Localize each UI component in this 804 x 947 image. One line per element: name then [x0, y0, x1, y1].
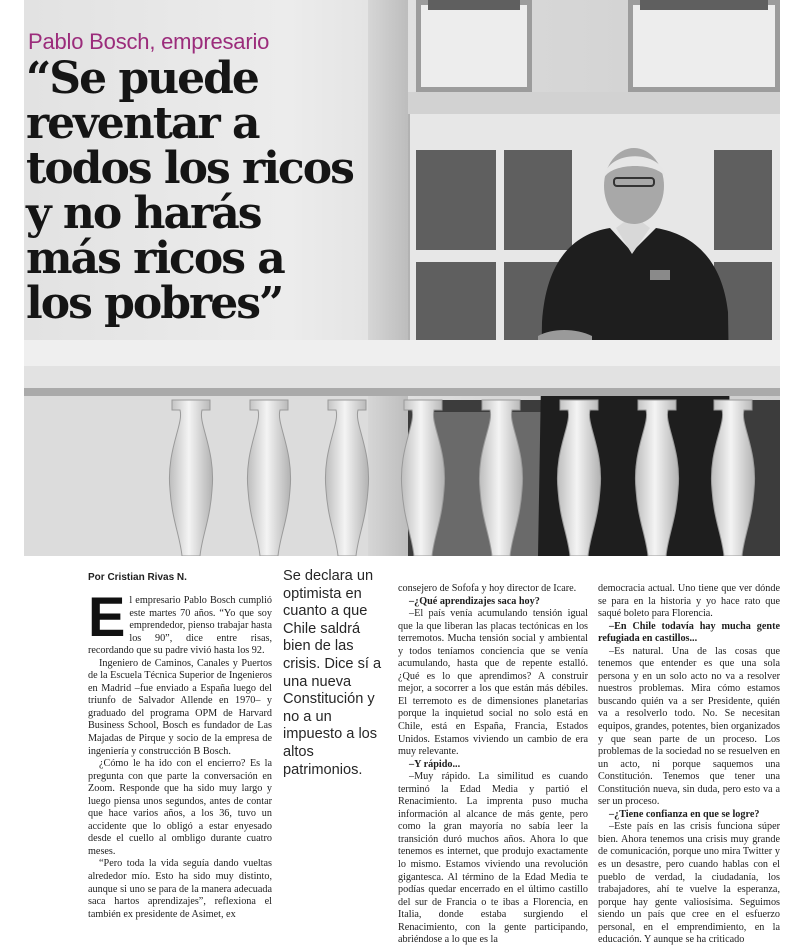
pull-quote-line: impuesto a los — [283, 726, 378, 743]
window-pane — [428, 0, 520, 10]
baluster — [401, 400, 444, 556]
interview-question: –Y rápido... — [409, 758, 461, 770]
baluster — [479, 400, 522, 556]
pull-quote-line: patrimonios. — [283, 761, 363, 778]
balustrade-base-shadow — [24, 388, 780, 396]
pull-quote-line: Constitución y — [283, 691, 375, 708]
paragraph: ¿Cómo le ha ido con el encierro? Es la pregunta con que parte la conversación en Zoom. Responde que ha sido muy largo y luego piensa unos segundos, antes de contar que hace varios años, a los 36, tuvo un accidente que lo obligó a estar enyesado desde el cuello al ombligo durante cuatro meses. — [88, 758, 272, 857]
door-pane — [416, 150, 496, 250]
headline-line: reventar a — [26, 98, 259, 149]
pull-quote-line: altos — [283, 743, 314, 760]
interview-answer: –Es natural. Una de las cosas que tenemos que entender es que una sola persona y en un solo acto no va a resolver nuestros problemas. Mira cómo estamos buscando quién va a ser Presidente, quién va a resolverlo todo. No. Se necesitan equipos, grandes, potentes, bien organizados y que sean parte de un proceso. Los problemas de la sociedad no se resuelven en un acto, ni porque saquemos una Constitución. Tenemos que tener una Constitución nueva, sin duda, pero esto va a ser un proceso. — [598, 645, 780, 808]
drop-cap: E — [88, 585, 126, 648]
window-ledge — [384, 92, 780, 114]
headline-line: más ricos a — [26, 233, 284, 284]
baluster — [635, 400, 678, 556]
door-pane — [416, 262, 496, 342]
window-pane — [640, 0, 768, 10]
headline-line: los pobres” — [26, 278, 283, 329]
logo-mark — [650, 270, 670, 280]
pull-quote-line: Se declara un — [283, 568, 374, 584]
text-column-3 — [398, 583, 588, 947]
baluster — [711, 400, 754, 556]
interview-question: –¿Tiene confianza en que se logre? — [609, 808, 760, 820]
pull-quote-line: Chile saldrá — [283, 620, 361, 637]
balusters — [24, 396, 780, 556]
lead-paragraph — [88, 585, 272, 658]
paragraph-text: l empresario Pablo Bosch cumplió este martes 70 años. “Yo que soy emprendedor, pienso trabajar hasta los 90”, dice entre risas, recordando que su padre vivió hasta los 92. — [88, 595, 272, 657]
interview-answer: –Este país en las crisis funciona súper bien. Ahora tenemos una crisis muy grande de comunicación, porque uno mira Twitter y es un desastre, pero cuando hablas con el pueblo de verdad, la ciudadanía, los trabajadores, ahí te vuelve la esperanza, porque hay gente valiosísima. Seguimos siendo un país que cree en el esfuerzo personal, en el emprendimiento, en la educación. Y aunque se ha criticado — [598, 821, 780, 946]
interview-answer: –Muy rápido. La similitud es cuando terminó la Edad Media y partió el Renacimiento. La imprenta puso mucha información al alcance de más gente, pero como la gran mayoría no sabía leer la transición duró muchos años. Ahora lo que tenemos es internet, que produjo exactamente lo mismo. Estamos viviendo una revolución gigantesca. Al término de la Edad Media te podías quedar encerrado en el último castillo del sur de Francia o te ibas a Florencia, en Italia, donde estaba surgiendo el Renacimiento, con la gente participando, abriéndose a lo que es la — [398, 771, 588, 946]
pull-quote-line: no a un — [283, 708, 332, 725]
article-kicker: Pablo Bosch, empresario — [28, 29, 270, 54]
headline-line: “Se puede — [26, 53, 258, 104]
pull-quote-line: bien de las — [283, 638, 354, 655]
upper-window — [628, 0, 780, 92]
interview-answer: –El país venía acumulando tensión igual que la que liberan las placas tectónicas en los terremotos. Mucha tensión social y ambiental y todos teníamos conciencia que se venía acumulando, hasta que de repente estalló. ¿Qué es lo que aprendimos? A construir mejor, a socorrer a los que están más débiles. El terremoto es de dimensiones planetarias porque la inquietud social no solo está en Chile, está en España, Francia, Estados Unidos. Estamos viviendo un cambio de era muy relevante. — [398, 608, 588, 758]
baluster — [557, 400, 600, 556]
interview-question: –En Chile todavía hay mucha gente refugiada en castillos... — [598, 620, 780, 645]
baluster — [325, 400, 368, 556]
paragraph: consejero de Sofofa y hoy director de Icare. — [398, 583, 577, 594]
text-column-1 — [88, 585, 272, 921]
byline: Por Cristian Rivas N. — [88, 572, 187, 583]
upper-window — [416, 0, 532, 92]
pull-quote-line: crisis. Dice sí a — [283, 655, 382, 672]
pull-quote — [283, 568, 389, 779]
headline-line: y no harás — [26, 188, 261, 239]
baluster — [247, 400, 290, 556]
headline-line: todos los ricos — [26, 143, 353, 194]
interview-question: –¿Qué aprendizajes saca hoy? — [409, 595, 540, 607]
article-headline — [26, 53, 386, 329]
paragraph: “Pero toda la vida seguía dando vueltas alrededor mío. Esto ha sido muy distinto, aunque si uno se para de la manera adecuada saca hartos aprendizajes”, reflexiona el también ex presidente de Asimet, ex — [88, 858, 272, 920]
pull-quote-line: optimista en — [283, 585, 362, 602]
pull-quote-line: una nueva — [283, 673, 352, 690]
paragraph: democracia actual. Uno tiene que ver dónde se para en la historia y yo hace rato que saqué boleto para Florencia. — [598, 583, 780, 620]
text-column-4 — [598, 583, 780, 947]
baluster — [169, 400, 212, 556]
paragraph: Ingeniero de Caminos, Canales y Puertos de la Escuela Técnica Superior de Ingenieros en Madrid –fue enviado a España luego del triunfo de Salvador Allende en 1970– y graduado del programa OPM de Harvard Business School, Bosch es fundador de Las Majadas de Pirque y socio de la empresa de ingeniería y construcción B Bosch. — [88, 657, 272, 757]
pull-quote-line: cuanto a que — [283, 603, 368, 620]
